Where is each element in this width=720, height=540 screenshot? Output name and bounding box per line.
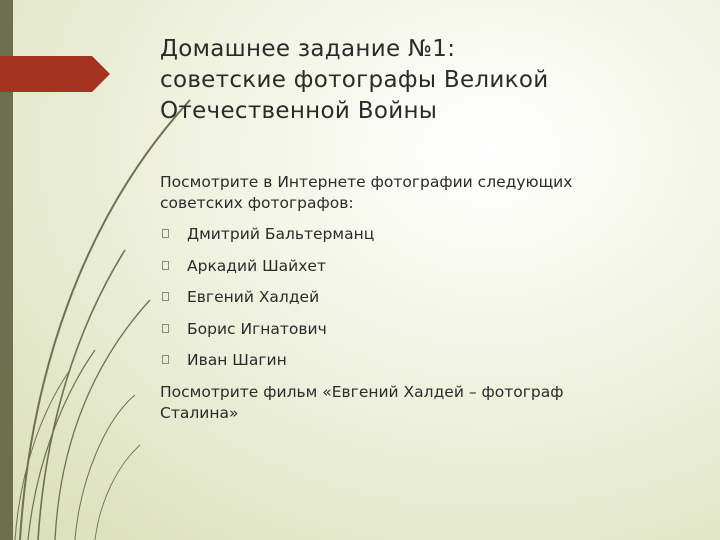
outro-line: Сталина»: [160, 403, 239, 422]
photographer-name: Иван Шагин: [187, 351, 287, 369]
intro-line: советских фотографов:: [160, 194, 354, 212]
list-item: [160, 256, 680, 288]
slide-body: [160, 172, 680, 424]
list-item: [160, 319, 680, 351]
bullet-icon: [162, 292, 169, 301]
bullet-icon: [162, 324, 169, 333]
list-item: [160, 350, 680, 382]
intro-line: Посмотрите в Интернете фотографии следующих: [160, 173, 573, 191]
title-line: советские фотографы Великой: [160, 67, 549, 93]
list-item: [160, 287, 680, 319]
outro-text: [160, 382, 680, 424]
title-line: Отечественной Войны: [160, 98, 438, 124]
outro-line: Посмотрите фильм «Евгений Халдей – фотограф: [160, 382, 564, 401]
photographer-list: [160, 224, 680, 382]
slide-title: [160, 34, 680, 127]
intro-text: [160, 172, 680, 214]
bullet-icon: [162, 261, 169, 270]
title-line: Домашнее задание №1:: [160, 36, 456, 62]
photographer-name: Борис Игнатович: [187, 319, 327, 338]
photographer-name: Дмитрий Бальтерманц: [187, 225, 375, 243]
title-arrow-icon: [0, 56, 110, 92]
list-item: [160, 224, 680, 256]
photographer-name: Евгений Халдей: [187, 288, 320, 306]
bullet-icon: [162, 229, 169, 238]
bullet-icon: [162, 355, 169, 364]
photographer-name: Аркадий Шайхет: [187, 256, 326, 275]
